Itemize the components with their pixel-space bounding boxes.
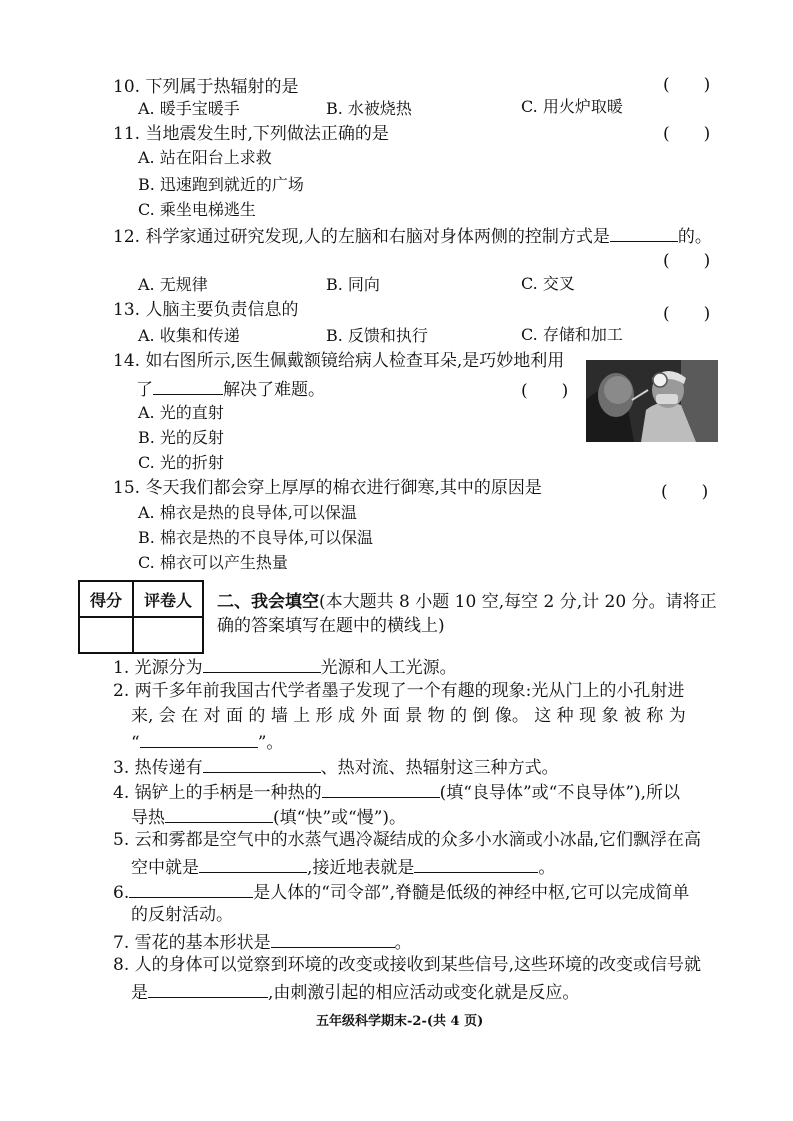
q15-option-b: B. 棉衣是热的不良导体,可以保温 xyxy=(138,528,374,547)
q12-stem xyxy=(113,223,712,248)
q11-option-a: A. 站在阳台上求救 xyxy=(138,148,272,167)
section2-description: (本大题共 8 小题 10 空,每空 2 分,计 20 分。请将正 xyxy=(319,592,717,612)
fill-q6-prefix: 6. xyxy=(113,883,130,903)
q12-answer-paren[interactable]: ( ) xyxy=(663,251,711,271)
fill-q5-blank-2[interactable] xyxy=(414,854,538,873)
doctor-head-mirror-photo xyxy=(586,360,718,442)
q13-option-b: B. 反馈和执行 xyxy=(326,326,428,345)
q13-option-a: A. 收集和传递 xyxy=(138,326,240,345)
fill-q6-suffix: 是人体的“司令部”,脊髓是低级的神经中枢,它可以完成简单 xyxy=(253,883,690,903)
fill-q2-close-quote: ”。 xyxy=(257,733,284,753)
fill-q5-middle: ,接近地表就是 xyxy=(307,858,415,878)
fill-q5-line2 xyxy=(131,854,555,879)
fill-q4-suffix2: (填“快”或“慢”)。 xyxy=(273,808,407,828)
q10-stem: 10. 下列属于热辐射的是 xyxy=(113,77,299,97)
fill-q8-suffix: ,由刺激引起的相应活动或变化就是反应。 xyxy=(268,983,580,1003)
fill-q4-line1 xyxy=(113,779,680,804)
fill-q8-line1: 8. 人的身体可以觉察到环境的改变或接收到某些信号,这些环境的改变或信号就 xyxy=(113,955,702,975)
fill-q4-prefix2: 导热 xyxy=(131,808,165,828)
fill-q6-line1 xyxy=(113,879,689,904)
q14-option-b: B. 光的反射 xyxy=(138,428,224,447)
q10-option-c: C. 用火炉取暖 xyxy=(521,97,623,116)
section2-title: 二、我会填空 xyxy=(217,592,319,612)
fill-q8-line2 xyxy=(131,979,579,1004)
fill-q5-suffix: 。 xyxy=(538,858,556,878)
fill-q2-blank[interactable] xyxy=(140,729,258,748)
fill-q2-line1: 2. 两千多年前我国古代学者墨子发现了一个有趣的现象:光从门上的小孔射进 xyxy=(113,681,685,701)
fill-q1-blank[interactable] xyxy=(203,654,321,673)
fill-q5-prefix: 空中就是 xyxy=(131,858,199,878)
fill-q6-line2: 的反射活动。 xyxy=(131,905,233,925)
fill-q3 xyxy=(113,754,559,779)
fill-q1 xyxy=(113,654,457,679)
q14-answer-paren[interactable]: ( ) xyxy=(521,381,569,401)
fill-q4-prefix: 4. 锅铲上的手柄是一种热的 xyxy=(113,783,322,803)
page-footer: 五年级科学期末-2-(共 4 页) xyxy=(316,1014,484,1029)
q10-answer-paren[interactable]: ( ) xyxy=(663,75,711,95)
q13-stem: 13. 人脑主要负责信息的 xyxy=(113,300,299,320)
q12-stem-suffix: 的。 xyxy=(677,227,712,247)
q14-option-c: C. 光的折射 xyxy=(138,453,224,472)
section2-description-line2: 确的答案填写在题中的横线上) xyxy=(217,616,445,636)
section2-heading xyxy=(217,589,717,615)
q12-option-c: C. 交叉 xyxy=(521,274,575,293)
fill-q4-line2 xyxy=(131,804,406,829)
fill-q4-blank-2[interactable] xyxy=(165,804,273,823)
q14-stem-line2 xyxy=(136,376,325,401)
fill-q3-blank[interactable] xyxy=(203,754,321,773)
q12-option-a: A. 无规律 xyxy=(138,275,208,294)
q10-option-a: A. 暖手宝暖手 xyxy=(138,99,240,118)
q11-stem: 11. 当地震发生时,下列做法正确的是 xyxy=(113,124,389,144)
score-cell[interactable] xyxy=(79,617,133,653)
fill-q4-blank-1[interactable] xyxy=(322,779,440,798)
fill-q2-line3 xyxy=(131,729,283,754)
q13-option-c: C. 存储和加工 xyxy=(521,325,623,344)
q11-option-c: C. 乘坐电梯逃生 xyxy=(138,200,256,219)
q10-option-b: B. 水被烧热 xyxy=(326,99,412,118)
fill-q1-suffix: 光源和人工光源。 xyxy=(320,658,457,678)
score-label: 得分 xyxy=(79,581,133,617)
q12-stem-text: 12. 科学家通过研究发现,人的左脑和右脑对身体两侧的控制方式是 xyxy=(113,227,610,247)
q15-answer-paren[interactable]: ( ) xyxy=(661,482,709,502)
fill-q5-blank-1[interactable] xyxy=(199,854,307,873)
q12-option-b: B. 同向 xyxy=(326,275,380,294)
fill-q1-prefix: 1. 光源分为 xyxy=(113,658,203,678)
q12-blank[interactable] xyxy=(610,223,678,242)
q11-option-b: B. 迅速跑到就近的广场 xyxy=(138,175,304,194)
q14-option-a: A. 光的直射 xyxy=(138,403,224,422)
q14-blank[interactable] xyxy=(153,376,223,395)
score-box xyxy=(78,580,204,654)
doctor-illustration xyxy=(586,360,718,442)
q14-stem-prefix: 了 xyxy=(136,380,153,400)
fill-q8-prefix: 是 xyxy=(131,983,148,1003)
fill-q7-suffix: 。 xyxy=(394,933,412,953)
q15-stem: 15. 冬天我们都会穿上厚厚的棉衣进行御寒,其中的原因是 xyxy=(113,478,542,498)
fill-q5-line1: 5. 云和雾都是空气中的水蒸气遇冷凝结成的众多小水滴或小冰晶,它们飘浮在高 xyxy=(113,830,702,850)
fill-q2-open-quote: “ xyxy=(131,733,140,753)
q15-option-a: A. 棉衣是热的良导体,可以保温 xyxy=(138,503,357,522)
fill-q4-suffix: (填“良导体”或“不良导体”),所以 xyxy=(439,783,681,803)
q11-answer-paren[interactable]: ( ) xyxy=(663,124,711,144)
q14-stem: 14. 如右图所示,医生佩戴额镜给病人检查耳朵,是巧妙地利用 xyxy=(113,351,565,371)
fill-q6-blank[interactable] xyxy=(129,879,253,898)
q14-stem-suffix: 解决了难题。 xyxy=(223,380,325,400)
grader-cell[interactable] xyxy=(133,617,203,653)
fill-q3-suffix: 、热对流、热辐射这三种方式。 xyxy=(320,758,559,778)
fill-q3-prefix: 3. 热传递有 xyxy=(113,758,203,778)
fill-q7-blank[interactable] xyxy=(271,929,395,948)
fill-q7-prefix: 7. 雪花的基本形状是 xyxy=(113,933,271,953)
fill-q2-line2: 来, 会 在 对 面 的 墙 上 形 成 外 面 景 物 的 倒 像。 这 种 现 象 被 称 为 xyxy=(131,706,686,726)
fill-q7 xyxy=(113,929,412,954)
q15-option-c: C. 棉衣可以产生热量 xyxy=(138,553,288,572)
fill-q8-blank[interactable] xyxy=(148,979,268,998)
q13-answer-paren[interactable]: ( ) xyxy=(663,304,711,324)
grader-label: 评卷人 xyxy=(133,581,203,617)
